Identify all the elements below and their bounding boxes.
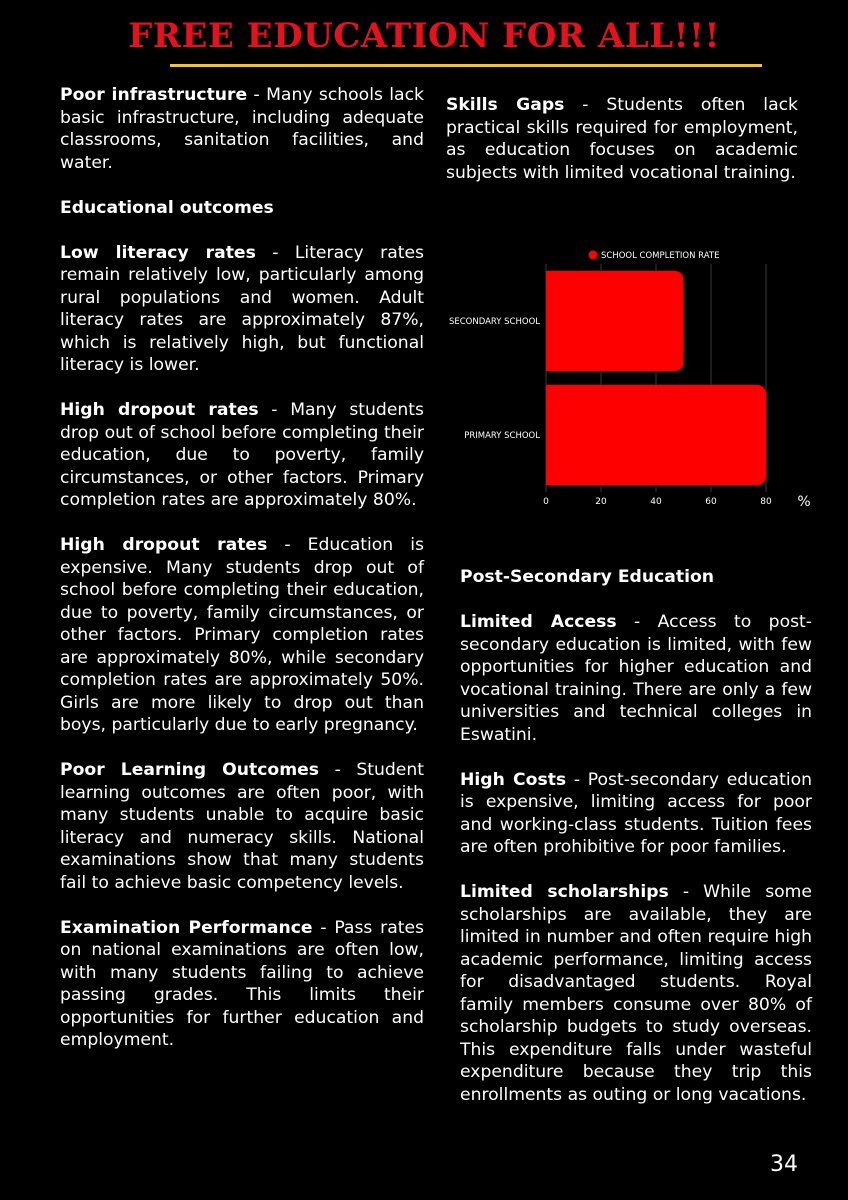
bar-primary-school	[546, 385, 766, 485]
paragraph-term: Skills Gaps	[446, 95, 565, 115]
paragraph	[460, 769, 812, 859]
x-tick-label: 40	[650, 497, 662, 507]
bar-secondary-school	[546, 271, 684, 371]
paragraph-text: - Many students drop out of school before completing their education, due to poverty, family circumstances, or other factors. Primary completion rates are approximately 80%.	[60, 400, 424, 510]
paragraph-text: - While some scholarships are available, they are limited in number and often require high academic performance, limiting access for disadvantaged students. Royal family members consume over 80% of scholarship budgets to study overseas. This expenditure falls under wasteful expenditure because they trip this enrollments as outing or long vacations.	[460, 882, 812, 1105]
paragraph	[60, 84, 424, 174]
paragraph	[446, 94, 798, 184]
paragraph-text: - Access to post-secondary education is limited, with few opportunities for higher education and vocational training. There are only a few universities and technical colleges in Eswatini.	[460, 612, 812, 745]
paragraph-term: Poor Learning Outcomes	[60, 760, 320, 780]
x-tick-label: 0	[543, 497, 549, 507]
paragraph-term: High dropout rates	[60, 400, 259, 420]
legend-label: SCHOOL COMPLETION RATE	[601, 251, 720, 261]
page-title: FREE EDUCATION FOR ALL!!!	[128, 16, 720, 56]
paragraph	[60, 917, 424, 1052]
completion-rate-chart	[440, 240, 820, 510]
section-heading	[460, 566, 812, 589]
x-tick-label: 80	[760, 497, 772, 507]
paragraph-term: Limited scholarships	[460, 882, 669, 902]
title-underline	[170, 64, 762, 67]
legend-marker	[589, 251, 598, 260]
x-tick-label: 20	[595, 497, 607, 507]
category-label: SECONDARY SCHOOL	[448, 317, 540, 327]
paragraph-text: - Pass rates on national examinations are often low, with many students failing to achieve passing grades. This limits their opportunities for further education and employment.	[60, 917, 425, 1050]
paragraph-text: - Students often lack practical skills required for employment, as education focuses on academic subjects with limited vocational training.	[446, 95, 799, 183]
paragraph-term: Poor infrastructure	[60, 85, 248, 105]
paragraph	[60, 399, 424, 512]
section-heading	[60, 197, 424, 220]
x-unit-label: %	[797, 494, 811, 510]
paragraph	[460, 881, 812, 1106]
paragraph-term: High Costs	[460, 769, 567, 790]
paragraph-text: - Literacy rates remain relatively low, particularly among rural populations and women. Adult literacy rates are approximately 87%, which is relatively high, but functional literacy is lower.	[60, 242, 425, 375]
paragraph	[60, 759, 424, 894]
category-label: PRIMARY SCHOOL	[464, 431, 540, 441]
left-column	[60, 84, 424, 1074]
paragraph	[60, 242, 424, 377]
paragraph-text: - Post-secondary education is expensive, limiting access for poor and working-class students. Tuition fees are often prohibitive for poor families.	[460, 769, 813, 857]
x-tick-label: 60	[705, 497, 717, 507]
paragraph-term: Limited Access	[460, 612, 617, 632]
right-column-top	[446, 94, 798, 207]
paragraph-term: High dropout rates	[60, 535, 268, 555]
paragraph-term: Examination Performance	[60, 917, 313, 938]
paragraph	[60, 534, 424, 737]
chart-svg	[440, 240, 820, 510]
paragraph-term: Low literacy rates	[60, 242, 256, 263]
right-column-bottom	[460, 566, 812, 1129]
paragraph-text: - Student learning outcomes are often poor, with many students unable to acquire basic literacy and numeracy skills. National examinations show that many students fail to achieve basic competency levels.	[60, 760, 424, 893]
section-heading-text: Post-Secondary Education	[460, 567, 715, 587]
section-heading-text: Educational outcomes	[60, 197, 274, 218]
page-number: 34	[770, 1152, 798, 1177]
paragraph-text: - Many schools lack basic infrastructure, including adequate classrooms, sanitation facilities, and water.	[60, 85, 424, 173]
paragraph-text: - Education is expensive. Many students drop out of school before completing their education, due to poverty, family circumstances, or other factors. Primary completion rates are approximately 80%, while secondary completion rates are approximately 50%. Girls are more likely to drop out than boys, particularly due to early pregnancy.	[60, 535, 424, 735]
paragraph	[460, 611, 812, 746]
